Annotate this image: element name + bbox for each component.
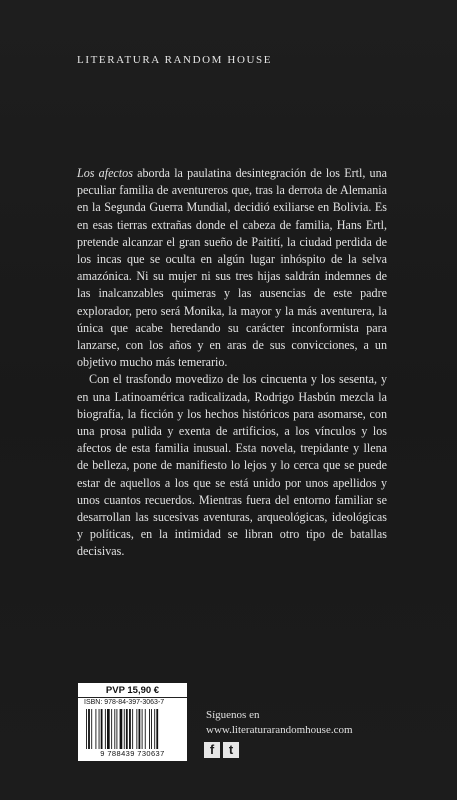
website-link[interactable]: www.literaturarandomhouse.com <box>206 724 353 736</box>
facebook-icon[interactable]: f <box>204 742 220 758</box>
barcode-bar <box>114 709 115 749</box>
barcode-bar <box>120 709 123 749</box>
blurb-paragraph-1-text: aborda la paulatina desintegración de los Ertl, una peculiar familia de aventureros que, tras la derrota de Alemania en la Segunda Guerra Mundial, decidió exiliarse en Bolivia. Es en esas tierras extrañas donde el cabeza de familia, Hans Ertl, pretende alcanzar el gran sueño de Paitití, la ciudad perdida de los incas que se oculta en algún lugar inhóspito de la selva amazónica. Ni su mujer ni sus tres hijas saldrán indemnes de las inalcanzables quimeras y las ausencias de este padre explorador, pero será Monika, la mayor y la más aventurera, la única que acabe heredando su carácter inconformista para lanzarse, con los años y en aras de sus convicciones, a un objetivo mucho más temerario. <box>77 166 387 370</box>
barcode-bar <box>99 709 100 749</box>
follow-label: Síguenos en <box>206 709 260 721</box>
barcode-bar <box>132 709 133 749</box>
barcode-bar <box>154 709 155 749</box>
barcode-bar <box>126 709 128 749</box>
blurb-text <box>77 165 387 561</box>
barcode <box>85 709 181 749</box>
publisher-name: LITERATURA RANDOM HOUSE <box>77 54 273 66</box>
barcode-bar <box>95 709 96 749</box>
price-label: PVP 15,90 € <box>105 685 160 696</box>
barcode-bar <box>86 709 87 749</box>
barcode-bar <box>124 709 125 749</box>
twitter-icon[interactable]: t <box>223 742 239 758</box>
blurb-paragraph-1 <box>77 165 387 371</box>
barcode-bar <box>88 709 90 749</box>
barcode-bar <box>105 709 106 749</box>
blurb-paragraph-2: Con el trasfondo movedizo de los cincuenta y los sesenta, y en una Latinoamérica radicalizada, Rodrigo Hasbún mezcla la biografía, la ficción y los hechos históricos para asomarse, con una prosa pulida y exenta de artificios, a los vínculos y los afectos de esta familia inusual. Esta novela, trepidante y llena de belleza, pone de manifiesto lo lejos y lo cerca que se puede estar de aquellos a los que se está unido por unos apellidos y unos cuantos recuerdos. Mientras fuera del entorno familiar se desarrollan las sucesivas aventuras, arqueológicas, ideológicas y políticas, en la intimidad se libran otro tipo de batallas decisivas. <box>77 372 387 559</box>
barcode-bar <box>91 709 92 749</box>
barcode-bar <box>136 709 137 749</box>
barcode-bar <box>142 709 143 749</box>
barcode-bar <box>101 709 103 749</box>
barcode-number: 9 788439 730637 <box>100 749 165 758</box>
barcode-bar <box>149 709 150 749</box>
book-title: Los afectos <box>77 166 133 180</box>
social-icons <box>204 742 239 758</box>
price-barcode-box <box>78 683 187 761</box>
barcode-bar <box>151 709 152 749</box>
barcode-bar <box>139 709 141 749</box>
barcode-bar <box>107 709 110 749</box>
price-divider <box>78 697 187 698</box>
follow-us <box>206 708 353 738</box>
barcode-bar <box>129 709 131 749</box>
barcode-bar <box>116 709 117 749</box>
barcode-bar <box>145 709 146 749</box>
isbn-label: ISBN: 978-84-397-3063-7 <box>84 699 165 706</box>
barcode-bar <box>111 709 112 749</box>
barcode-bar <box>156 709 158 749</box>
